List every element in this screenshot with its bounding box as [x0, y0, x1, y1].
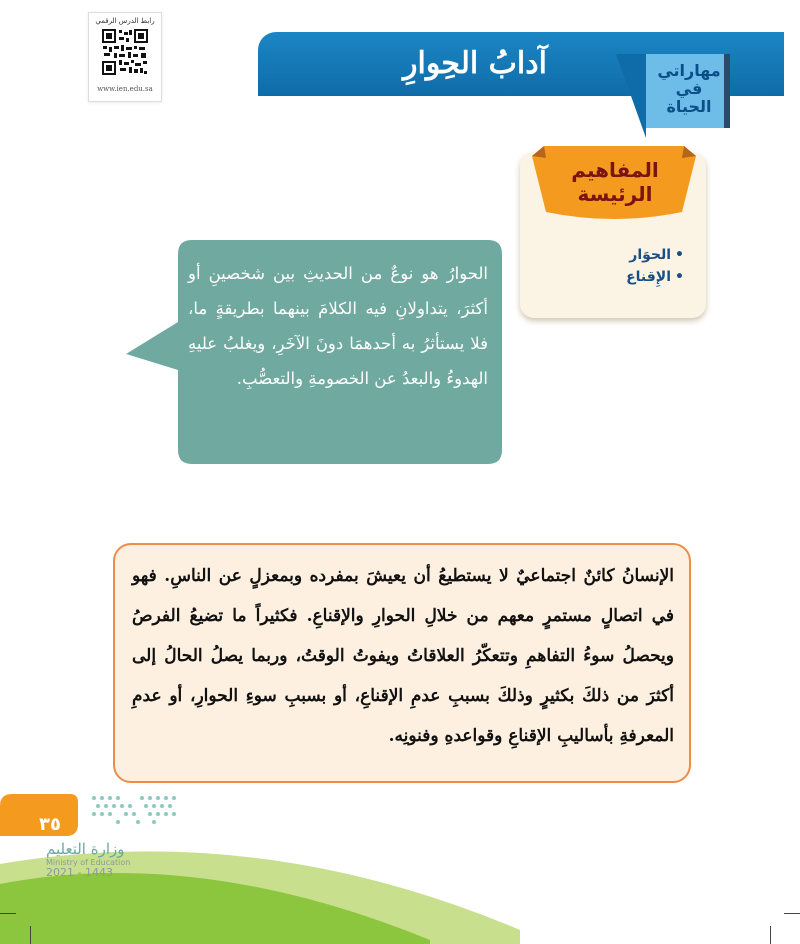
- edition-year: 2021 - 1443: [46, 866, 113, 879]
- concept-label: الحوَار: [629, 247, 672, 263]
- concepts-title-line-1: المفاهيم: [571, 158, 659, 182]
- concept-item: [560, 266, 684, 288]
- qr-code-panel[interactable]: [88, 12, 162, 102]
- qr-title: رابط الدرس الرقمي: [95, 17, 155, 25]
- intro-paragraph: الإنسانُ كائنٌ اجتماعيٌ لا يستطيعُ أن يعيشَ بمفرده وبمعزلٍ عن الناسِ. فهو في اتصالٍ مستمرٍ معهم من خلالِ الحوارِ والإقناعِ. فكثيراً ما تضيعُ الفرصُ ويحصلُ سوءُ التفاهمِ وتتعكّرُ العلاقاتُ ويفوتُ الوقتُ، وربما يصلُ الحالُ إلى أكثرَ من ذلكَ بكثيرٍ وذلكَ بسببِ عدمِ الإقناعِ، أو بسببِ سوءِ الحوارِ، أو عدمِ المعرفةِ بأساليبِ الإقناعِ وقواعدهِ وفنونِه.: [132, 566, 674, 746]
- concept-label: الإِقناع: [626, 269, 672, 285]
- skills-tab: [616, 54, 732, 138]
- skills-tab-line-2: في الحياة: [666, 79, 712, 116]
- trim-mark: [0, 913, 16, 914]
- lesson-title: آدابُ الحِوارِ: [403, 46, 547, 81]
- ministry-logo-icon: [88, 792, 182, 826]
- concepts-list: [560, 244, 684, 288]
- trim-mark: [770, 926, 771, 944]
- concepts-title-line-2: الرئيسة: [577, 182, 653, 206]
- trim-mark: [30, 926, 31, 944]
- bullet-icon: •: [675, 247, 684, 263]
- concept-item: [560, 244, 684, 266]
- ministry-name-en: Ministry of Education: [46, 858, 131, 867]
- concepts-title: [550, 158, 680, 206]
- ministry-name-ar: وزارة التعليم: [46, 840, 125, 858]
- definition-text: الحوارُ هو نوعٌ من الحديثِ بين شخصينِ أو أكثرَ، يتداولانِ فيه الكلامَ بينهما بطريقةٍ ما، فلا يستأثرُ به أحدهمَا دونَ الآخَرِ، ويغلبُ عليهِ الهدوءُ والبعدُ عن الخصومةِ والتعصُّبِ.: [188, 264, 488, 388]
- qr-url[interactable]: www.ien.edu.sa: [97, 85, 153, 93]
- page-number: ٣٥: [39, 814, 61, 835]
- bullet-icon: •: [675, 269, 684, 285]
- trim-mark: [784, 913, 800, 914]
- skills-tab-line-1: مهاراتي: [657, 61, 721, 80]
- skills-tab-label: [652, 62, 726, 116]
- qr-code-icon[interactable]: [102, 29, 148, 75]
